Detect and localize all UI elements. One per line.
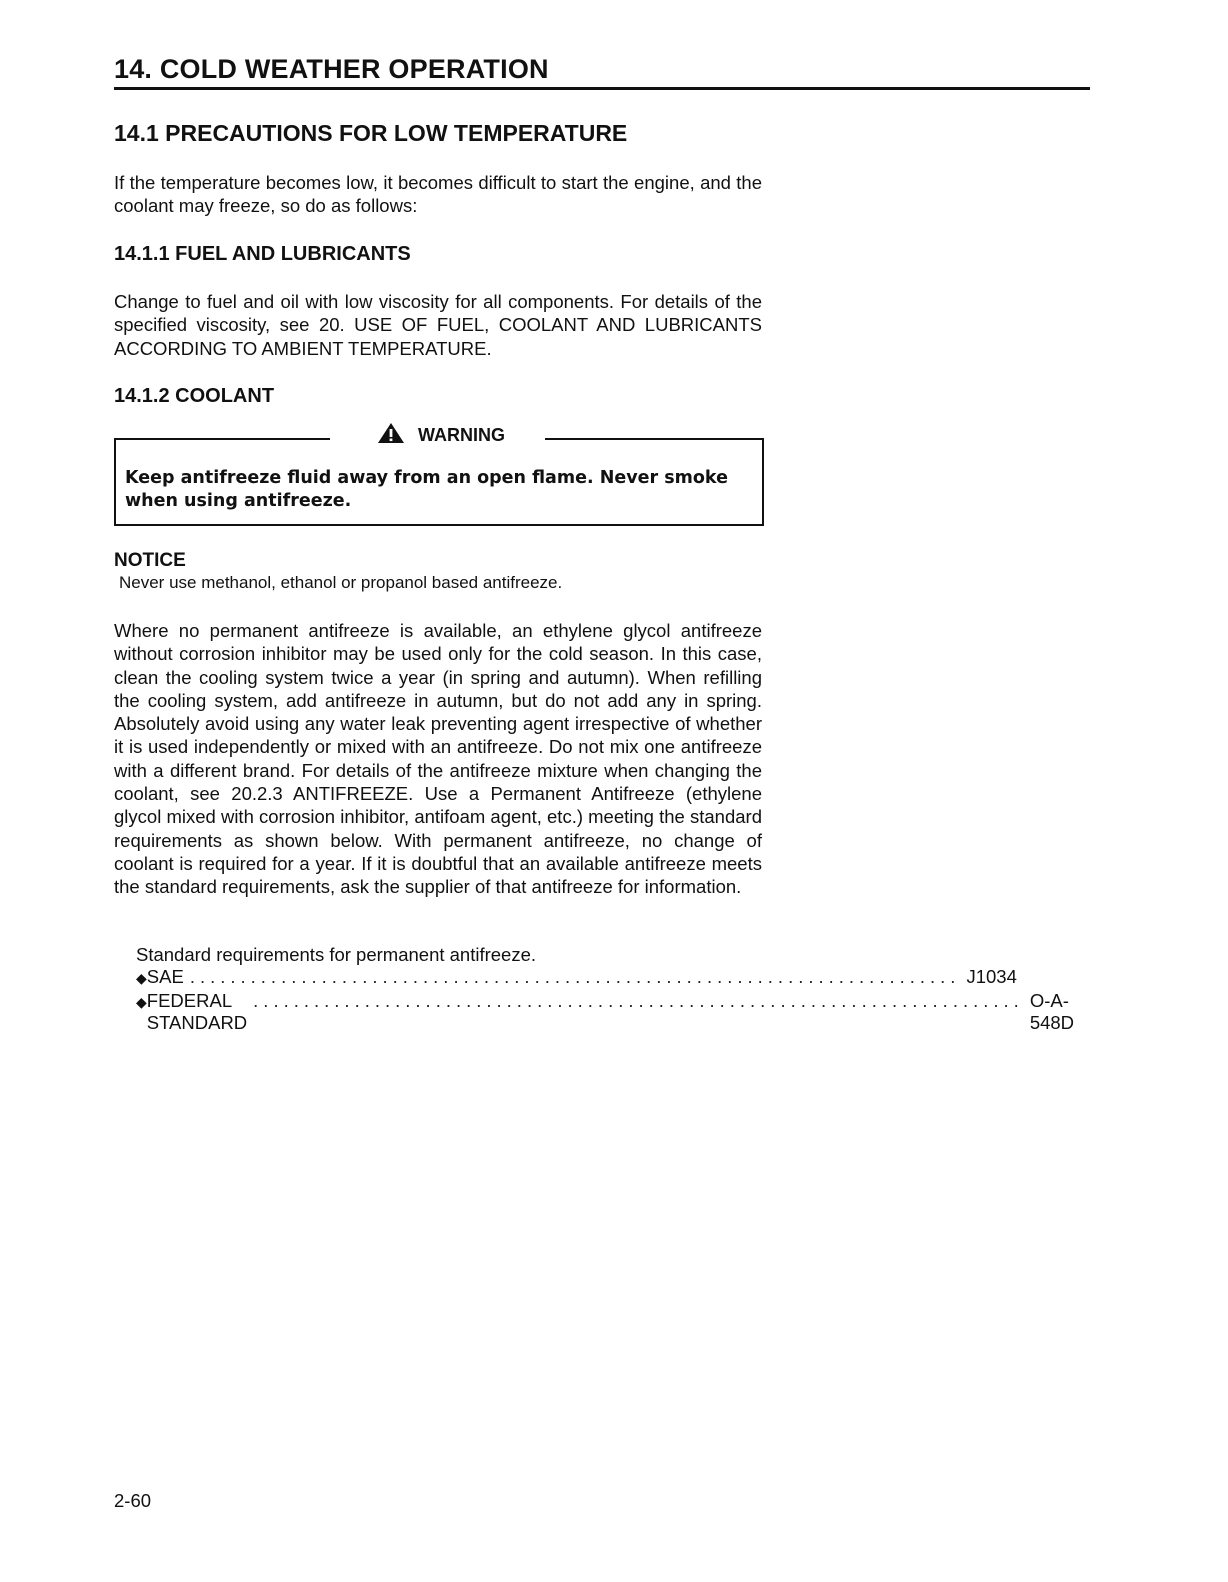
notice-title: NOTICE <box>114 550 186 571</box>
intro-paragraph: If the temperature becomes low, it becomes difficult to start the engine, and the coolant may freeze, so do as follows: <box>114 172 762 217</box>
section-title: 14.1 PRECAUTIONS FOR LOW TEMPERATURE <box>114 120 628 146</box>
warning-triangle-icon <box>376 421 406 450</box>
fuel-paragraph: Change to fuel and oil with low viscosity for all components. For details of the specified viscosity, see 20. USE OF FUEL, COOLANT AND LUBRICANTS ACCORDING TO AMBIENT TEMPERATURE. <box>114 291 762 359</box>
standard-row <box>136 966 1017 988</box>
standard-name: FEDERAL STANDARD <box>146 990 248 1033</box>
diamond-bullet-icon: ◆ <box>136 994 147 1010</box>
fuel-subsection-title: 14.1.1 FUEL AND LUBRICANTS <box>114 243 411 265</box>
standards-intro: Standard requirements for permanent antifreeze. <box>136 944 537 965</box>
coolant-body-paragraph: Where no permanent antifreeze is available, an ethylene glycol antifreeze without corrosion inhibitor may be used only for the cold season. In this case, clean the cooling system twice a year (in spring and autumn). When refilling the cooling system, add antifreeze in autumn, but do not add any in spring. Absolutely avoid using any water leak preventing agent irrespective of whether it is used independently or mixed with an antifreeze. Do not mix one antifreeze with a different brand. For details of the antifreeze mixture when changing the coolant, see 20.2.3 ANTIFREEZE. Use a Permanent Antifreeze (ethylene glycol mixed with corrosion inhibitor, antifoam agent, etc.) meeting the standard requirements as shown below. With permanent antifreeze, no change of coolant is required for a year. If it is doubtful that an available antifreeze meets the standard requirements, ask the supplier of that antifreeze for information. <box>114 620 762 898</box>
standard-name: SAE <box>146 966 184 987</box>
warning-text: Keep antifreeze fluid away from an open flame. Never smoke when using antifreeze. <box>125 468 728 511</box>
standard-row <box>136 990 1075 1034</box>
standard-value: J1034 <box>966 966 1017 987</box>
diamond-bullet-icon: ◆ <box>136 970 147 986</box>
warning-header <box>370 421 511 450</box>
dot-leader: ............................................................................ <box>253 990 1024 1011</box>
dot-leader: ............................................................................ <box>189 966 961 987</box>
warning-label: WARNING <box>418 425 505 445</box>
standard-value: O-A-548D <box>1029 990 1075 1033</box>
page-number: 2-60 <box>114 1490 152 1511</box>
coolant-subsection-title: 14.1.2 COOLANT <box>114 385 275 407</box>
notice-text: Never use methanol, ethanol or propanol based antifreeze. <box>119 573 563 592</box>
chapter-title-rule <box>114 87 1090 90</box>
chapter-title: 14. COLD WEATHER OPERATION <box>114 54 549 84</box>
